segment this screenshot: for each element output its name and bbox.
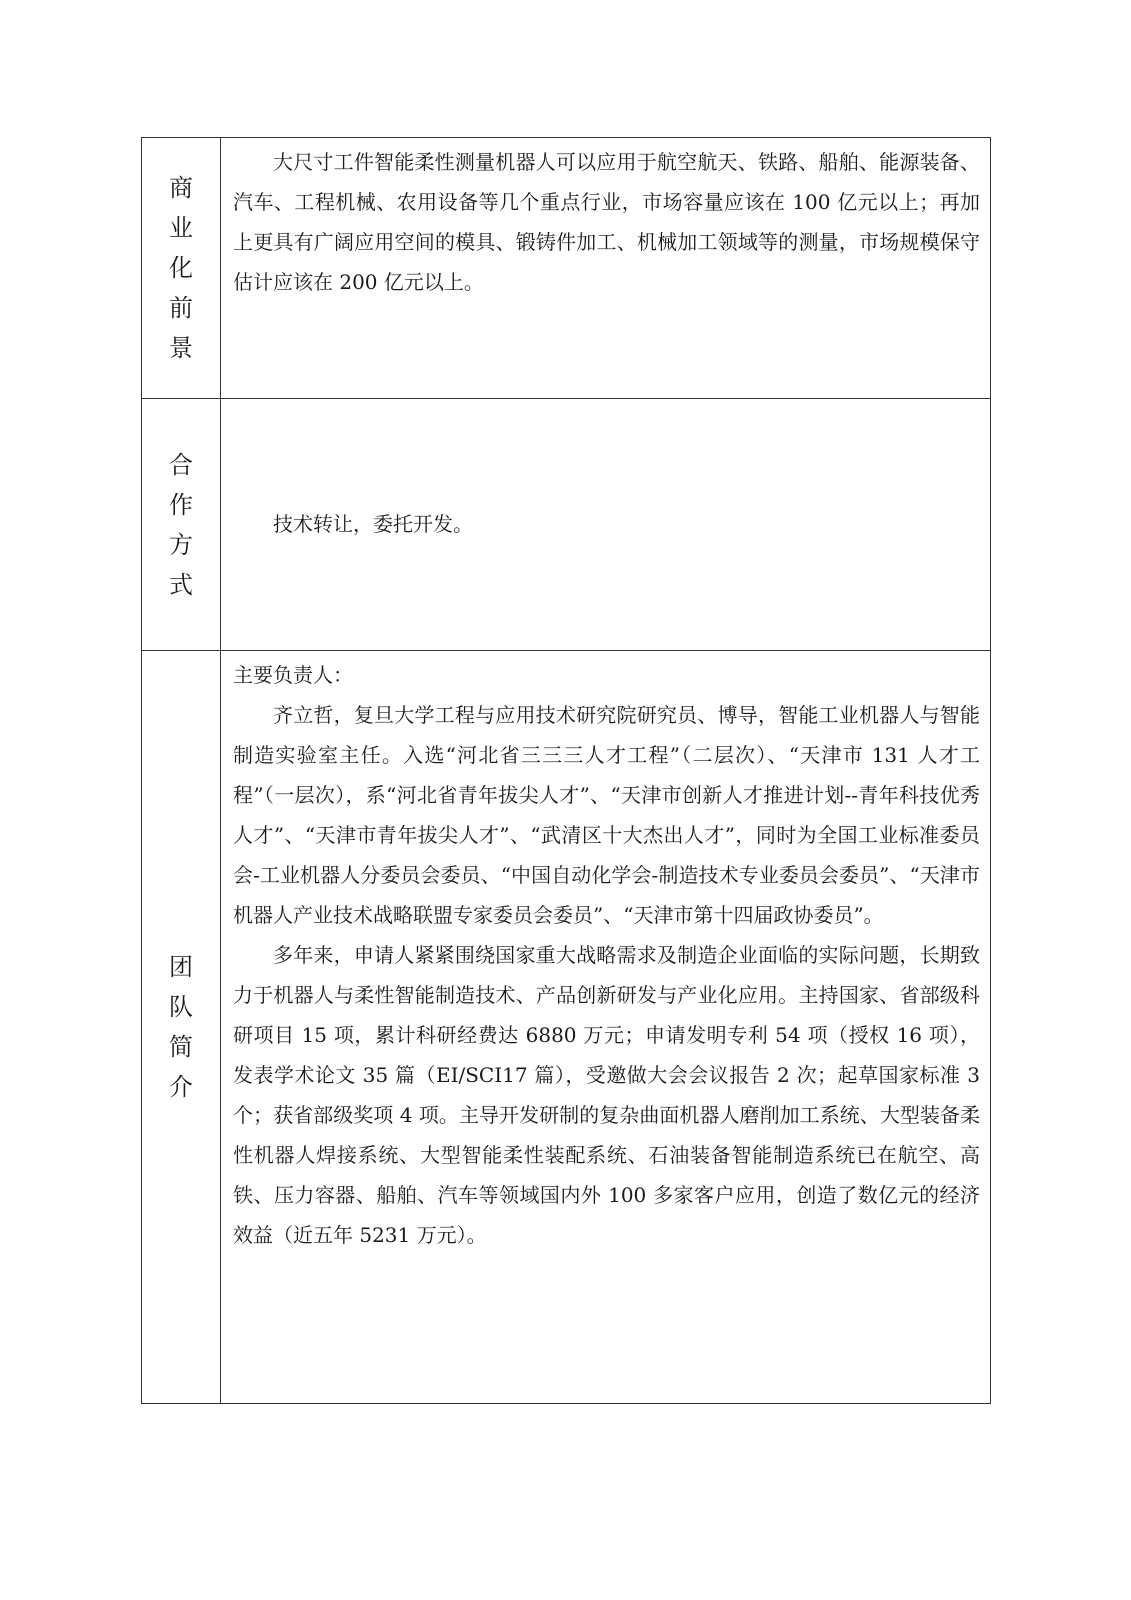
content-cell-team	[221, 651, 991, 1404]
cooperation-paragraph: 技术转让，委托开发。	[273, 511, 473, 536]
table-row-commercial	[142, 138, 991, 399]
team-paragraph: 多年来，申请人紧紧围绕国家重大战略需求及制造企业面临的实际问题，长期致力于机器人与柔性智能制造技术、产品创新研发与产业化应用。主持国家、省部级科研项目 15 项，累计科研经费达 6880 万元；申请发明专利 54 项（授权 16 项），发表学术论文 35 篇（EI/SCI17 篇），受邀做大会会议报告 2 次；起草国家标准 3 个；获省部级奖项 4 项。主导开发研制的复杂曲面机器人磨削加工系统、大型装备柔性机器人焊接系统、大型智能柔性装配系统、石油装备智能制造系统已在航空、高铁、压力容器、船舶、汽车等领域国内外 100 多家客户应用，创造了数亿元的经济效益（近五年 5231 万元）。	[233, 943, 980, 1247]
team-heading: 主要负责人：	[233, 663, 353, 687]
label-char: 方	[169, 530, 193, 559]
label-cell-team	[142, 651, 221, 1404]
label-char: 式	[169, 570, 193, 599]
label-char: 前	[169, 294, 193, 322]
label-char: 作	[169, 490, 193, 519]
team-paragraph: 齐立哲，复旦大学工程与应用技术研究院研究员、博导，智能工业机器人与智能制造实验室主任。入选“河北省三三三人才工程”（二层次）、“天津市 131 人才工程”（一层次），系“河北省青年拔尖人才”、“天津市创新人才推进计划--青年科技优秀人才”、“天津市青年拔尖人才”、“武清区十大杰出人才”，同时为全国工业标准委员会-工业机器人分委员会委员、“中国自动化学会-制造技术专业委员会委员”、“天津市机器人产业技术战略联盟专家委员会委员”、“天津市第十四届政协委员”。	[233, 703, 980, 927]
label-char: 化	[169, 254, 193, 282]
label-char: 景	[169, 334, 193, 362]
label-char: 团	[169, 953, 193, 981]
label-char: 合	[169, 450, 193, 479]
label-char: 介	[169, 1073, 193, 1101]
label-char: 商	[169, 174, 193, 202]
label-cell-cooperation	[142, 399, 221, 651]
label-char: 简	[169, 1033, 193, 1061]
label-cell-commercial	[142, 138, 221, 399]
content-cell-cooperation	[221, 399, 991, 651]
info-table	[141, 137, 991, 1404]
content-cell-commercial	[221, 138, 991, 399]
table-row-cooperation	[142, 399, 991, 651]
table-row-team	[142, 651, 991, 1404]
commercial-paragraph: 大尺寸工件智能柔性测量机器人可以应用于航空航天、铁路、船舶、能源装备、汽车、工程机械、农用设备等几个重点行业，市场容量应该在 100 亿元以上；再加上更具有广阔应用空间的模具、锻铸件加工、机械加工领域等的测量，市场规模保守估计应该在 200 亿元以上。	[233, 150, 980, 294]
label-char: 队	[169, 993, 193, 1021]
label-char: 业	[169, 214, 193, 242]
